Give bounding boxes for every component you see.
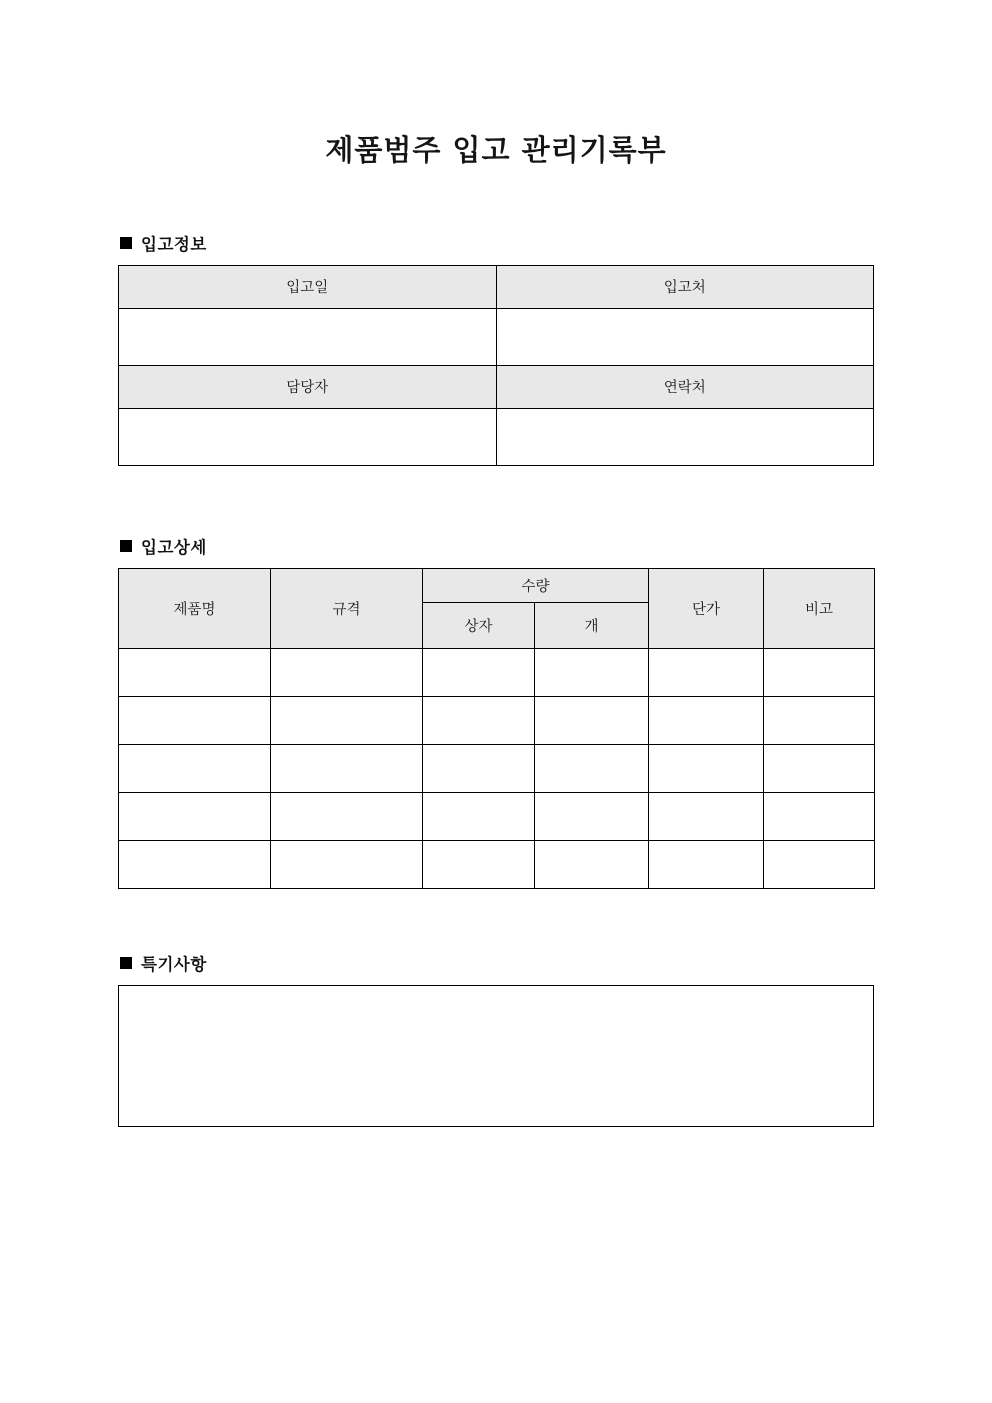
- detail-cell-product-name[interactable]: [119, 840, 271, 888]
- info-value-supplier[interactable]: [496, 308, 874, 365]
- info-header-inbound-date: 입고일: [119, 265, 497, 308]
- info-value-manager[interactable]: [119, 408, 497, 465]
- inbound-detail-table: [118, 568, 875, 889]
- table-row: [119, 408, 874, 465]
- detail-cell-unit-price[interactable]: [649, 840, 764, 888]
- table-row: [119, 840, 875, 888]
- detail-cell-note[interactable]: [764, 648, 875, 696]
- detail-cell-note[interactable]: [764, 792, 875, 840]
- table-row: [119, 365, 874, 408]
- table-row: [119, 308, 874, 365]
- detail-cell-spec[interactable]: [271, 696, 423, 744]
- section-heading-label: 특기사항: [141, 954, 207, 974]
- square-marker-icon: [120, 237, 132, 249]
- detail-cell-unit-price[interactable]: [649, 648, 764, 696]
- section-heading-remarks: [120, 951, 874, 975]
- detail-cell-quantity-box[interactable]: [423, 696, 535, 744]
- detail-cell-unit-price[interactable]: [649, 744, 764, 792]
- detail-cell-product-name[interactable]: [119, 696, 271, 744]
- page-title: 제품범주 입고 관리기록부: [325, 133, 667, 167]
- table-row: [119, 265, 874, 308]
- table-row: [119, 744, 875, 792]
- detail-cell-quantity-box[interactable]: [423, 744, 535, 792]
- detail-cell-quantity-unit[interactable]: [535, 696, 649, 744]
- detail-table-body: [119, 648, 875, 888]
- detail-header-quantity-box: 상자: [423, 602, 535, 648]
- spacer-info-to-detail: [118, 466, 874, 534]
- table-row: [119, 696, 875, 744]
- section-heading-label: 입고정보: [141, 234, 207, 254]
- section-heading-inbound-info: [120, 231, 874, 255]
- detail-cell-quantity-unit[interactable]: [535, 744, 649, 792]
- square-marker-icon: [120, 957, 132, 969]
- detail-header-quantity-unit: 개: [535, 602, 649, 648]
- detail-cell-product-name[interactable]: [119, 744, 271, 792]
- detail-cell-quantity-unit[interactable]: [535, 840, 649, 888]
- info-header-supplier: 입고처: [496, 265, 874, 308]
- square-marker-icon: [120, 540, 132, 552]
- detail-cell-note[interactable]: [764, 744, 875, 792]
- detail-cell-unit-price[interactable]: [649, 792, 764, 840]
- detail-cell-quantity-unit[interactable]: [535, 792, 649, 840]
- detail-cell-unit-price[interactable]: [649, 696, 764, 744]
- remarks-textarea[interactable]: [118, 985, 874, 1127]
- detail-cell-note[interactable]: [764, 696, 875, 744]
- detail-cell-quantity-unit[interactable]: [535, 648, 649, 696]
- info-value-contact[interactable]: [496, 408, 874, 465]
- info-value-inbound-date[interactable]: [119, 308, 497, 365]
- table-header-row-top: [119, 568, 875, 602]
- info-header-manager: 담당자: [119, 365, 497, 408]
- detail-cell-note[interactable]: [764, 840, 875, 888]
- section-inbound-detail: [118, 534, 874, 889]
- detail-cell-spec[interactable]: [271, 744, 423, 792]
- section-heading-inbound-detail: [120, 534, 874, 558]
- detail-cell-quantity-box[interactable]: [423, 648, 535, 696]
- detail-cell-product-name[interactable]: [119, 648, 271, 696]
- detail-header-unit-price: 단가: [649, 568, 764, 648]
- table-row: [119, 648, 875, 696]
- spacer-title-to-info: [118, 168, 874, 231]
- detail-header-spec: 규격: [271, 568, 423, 648]
- detail-cell-product-name[interactable]: [119, 792, 271, 840]
- detail-cell-quantity-box[interactable]: [423, 792, 535, 840]
- info-header-contact: 연락처: [496, 365, 874, 408]
- table-row: [119, 792, 875, 840]
- detail-cell-spec[interactable]: [271, 792, 423, 840]
- inbound-info-table: [118, 265, 874, 466]
- section-heading-label: 입고상세: [141, 537, 207, 557]
- detail-header-product-name: 제품명: [119, 568, 271, 648]
- detail-cell-quantity-box[interactable]: [423, 840, 535, 888]
- spacer-detail-to-remarks: [118, 889, 874, 951]
- detail-cell-spec[interactable]: [271, 648, 423, 696]
- section-remarks: [118, 951, 874, 1127]
- detail-header-note: 비고: [764, 568, 875, 648]
- detail-cell-spec[interactable]: [271, 840, 423, 888]
- detail-header-quantity: 수량: [423, 568, 649, 602]
- section-inbound-info: [118, 231, 874, 466]
